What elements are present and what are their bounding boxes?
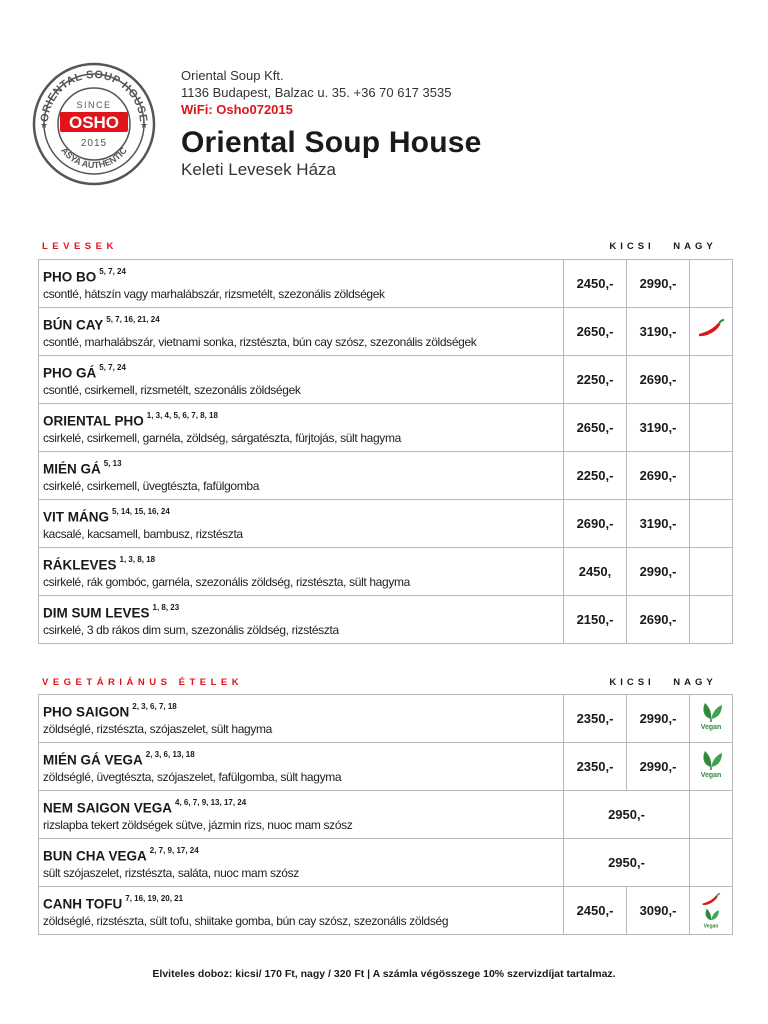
item-description: rizslapba tekert zöldségek sütve, jázmin rizs, nuoc mam szósz [43, 817, 353, 832]
item-allergens: 2, 3, 6, 13, 18 [145, 750, 195, 760]
item-description: csirkelé, csirkemell, garnéla, zöldség, sárgatészta, fürjtojás, sült hagyma [43, 430, 401, 445]
price-single: 2950,- [564, 839, 690, 887]
item-allergens: 5, 13 [103, 459, 122, 469]
vegan-icon [697, 701, 725, 731]
item-description: zöldséglé, üvegtészta, szójaszelet, fafülgomba, sült hagyma [43, 769, 342, 784]
item-allergens: 1, 8, 23 [152, 603, 180, 613]
section-title: VEGETÁRIÁNUS ÉTELEK [42, 677, 244, 688]
item-allergens: 7, 16, 19, 20, 21 [125, 894, 184, 904]
item-name: MIÉN GÁ VEGA [43, 752, 143, 768]
menu-item [39, 596, 564, 644]
item-description: sült szójaszelet, rizstészta, saláta, nuoc mam szósz [43, 865, 299, 880]
menu-row [39, 260, 733, 308]
item-allergens: 5, 14, 15, 16, 24 [112, 507, 170, 517]
company-info [181, 67, 451, 118]
menu-item [39, 839, 564, 887]
price-small: 2250,- [564, 452, 627, 500]
item-name: PHO BO [43, 269, 97, 285]
item-icons [690, 596, 733, 644]
price-large: 3190,- [627, 404, 690, 452]
item-allergens: 5, 7, 24 [99, 267, 126, 277]
price-single: 2950,- [564, 791, 690, 839]
price-small: 2250,- [564, 356, 627, 404]
column-small-label: KICSI [609, 677, 655, 688]
section-title: LEVESEK [42, 241, 118, 252]
menu-item [39, 356, 564, 404]
item-allergens: 4, 6, 7, 9, 13, 17, 24 [175, 798, 247, 808]
menu-row [39, 839, 733, 887]
menu-row [39, 791, 733, 839]
menu-row [39, 548, 733, 596]
item-description: zöldséglé, rizstészta, sült tofu, shiitake gomba, bún cay szósz, szezonális zöldség [43, 913, 449, 928]
item-description: kacsalé, kacsamell, bambusz, rizstészta [43, 526, 243, 541]
vegan-icon [701, 916, 721, 933]
menu-row [39, 743, 733, 791]
menu-item [39, 260, 564, 308]
item-icons [690, 356, 733, 404]
menu-row [39, 308, 733, 356]
item-name: ORIENTAL PHO [43, 413, 144, 429]
item-icons [690, 500, 733, 548]
item-allergens: 5, 7, 16, 21, 24 [106, 315, 160, 325]
item-name: BÚN CAY [43, 317, 104, 333]
item-allergens: 5, 7, 24 [99, 363, 126, 373]
item-name: VIT MÁNG [43, 509, 109, 525]
item-icons [690, 791, 733, 839]
menu-row [39, 452, 733, 500]
item-description: csontlé, csirkemell, rizsmetélt, szezonális zöldségek [43, 382, 301, 397]
price-large: 2690,- [627, 356, 690, 404]
price-small: 2150,- [564, 596, 627, 644]
menu-row [39, 596, 733, 644]
price-small: 2690,- [564, 500, 627, 548]
section-header-soups [38, 241, 732, 257]
price-large: 2990,- [627, 743, 690, 791]
logo [30, 60, 158, 188]
svg-text:★: ★ [140, 120, 149, 130]
price-small: 2450,- [564, 887, 627, 935]
chili-icon [696, 319, 726, 339]
page-title: Oriental Soup House [181, 126, 482, 159]
company-name: Oriental Soup Kft. [181, 68, 284, 83]
wifi-info: WiFi: Osho072015 [181, 102, 293, 117]
item-allergens: 2, 3, 6, 7, 18 [132, 702, 177, 712]
logo-ring-text: ORIENTAL SOUP HOUSE [38, 68, 150, 123]
menu-item [39, 452, 564, 500]
company-address: 1136 Budapest, Balzac u. 35. +36 70 617 3535 [181, 85, 452, 100]
item-icons [690, 839, 733, 887]
item-name: NEM SAIGON VEGA [43, 800, 173, 816]
price-small: 2450, [564, 548, 627, 596]
menu-row [39, 356, 733, 404]
item-allergens: 1, 3, 4, 5, 6, 7, 8, 18 [146, 411, 218, 421]
item-description: csontlé, marhalábszár, vietnami sonka, rizstészta, bún cay szósz, szezonális zöldségek [43, 334, 477, 349]
item-name: DIM SUM LEVES [43, 605, 150, 621]
svg-text:Vegan: Vegan [700, 772, 722, 779]
price-large: 3190,- [627, 308, 690, 356]
menu-row [39, 887, 733, 935]
item-icons [690, 743, 733, 791]
item-description: csirkelé, csirkemell, üvegtészta, fafülgomba [43, 478, 260, 493]
item-name: PHO GÁ [43, 365, 97, 381]
item-name: MIÉN GÁ [43, 461, 101, 477]
menu-row [39, 695, 733, 743]
column-small-label: KICSI [609, 241, 655, 252]
item-description: csirkelé, rák gombóc, garnéla, szezonális zöldség, rizstészta, sült hagyma [43, 574, 410, 589]
price-small: 2650,- [564, 308, 627, 356]
price-large: 2990,- [627, 260, 690, 308]
vegan-icon [697, 749, 725, 779]
menu-item [39, 791, 564, 839]
menu-item [39, 887, 564, 935]
logo-brand: OSHO [68, 113, 120, 132]
item-name: PHO SAIGON [43, 704, 130, 720]
menu-item [39, 308, 564, 356]
item-name: CANH TOFU [43, 896, 123, 912]
price-large: 2990,- [627, 548, 690, 596]
item-icons [690, 308, 733, 356]
price-large: 2990,- [627, 695, 690, 743]
price-large: 2690,- [627, 596, 690, 644]
logo-bottom-text: ASYA AUTHENTIC [59, 145, 129, 171]
item-name: BUN CHA VEGA [43, 848, 147, 864]
svg-text:★: ★ [40, 120, 49, 130]
item-name: RÁKLEVES [43, 557, 117, 573]
item-icons [690, 548, 733, 596]
menu-item [39, 743, 564, 791]
menu-item [39, 500, 564, 548]
item-allergens: 1, 3, 8, 18 [119, 555, 156, 565]
item-icons [690, 452, 733, 500]
item-description: csontlé, hátszín vagy marhalábszár, rizsmetélt, szezonális zöldségek [43, 286, 385, 301]
menu-row [39, 404, 733, 452]
logo-since: SINCE [76, 100, 112, 110]
vegetarian-table [38, 694, 733, 935]
price-large: 3190,- [627, 500, 690, 548]
page-subtitle: Keleti Levesek Háza [181, 160, 336, 179]
svg-text:Vegan: Vegan [700, 724, 722, 731]
column-large-label: NAGY [673, 677, 717, 688]
item-description: zöldséglé, rizstészta, szójaszelet, sült hagyma [43, 721, 272, 736]
soups-table [38, 259, 733, 644]
item-icons [690, 404, 733, 452]
menu-row [39, 500, 733, 548]
item-allergens: 2, 7, 9, 17, 24 [149, 846, 199, 856]
price-small: 2650,- [564, 404, 627, 452]
menu-item [39, 695, 564, 743]
item-icons [690, 695, 733, 743]
column-large-label: NAGY [673, 241, 717, 252]
price-large: 3090,- [627, 887, 690, 935]
item-icons [690, 260, 733, 308]
item-description: csirkelé, 3 db rákos dim sum, szezonális zöldség, rizstészta [43, 622, 339, 637]
price-small: 2450,- [564, 260, 627, 308]
item-icons [690, 887, 733, 935]
svg-text:Vegan: Vegan [703, 922, 719, 929]
section-header-vegetarian [38, 677, 732, 693]
menu-item [39, 404, 564, 452]
logo-year: 2015 [80, 138, 108, 149]
price-small: 2350,- [564, 695, 627, 743]
price-small: 2350,- [564, 743, 627, 791]
price-large: 2690,- [627, 452, 690, 500]
menu-item [39, 548, 564, 596]
footer-note: Elviteles doboz: kicsi/ 170 Ft, nagy / 320 Ft | A számla végösszege 10% szervizdíjat tartalmaz. [152, 968, 616, 980]
